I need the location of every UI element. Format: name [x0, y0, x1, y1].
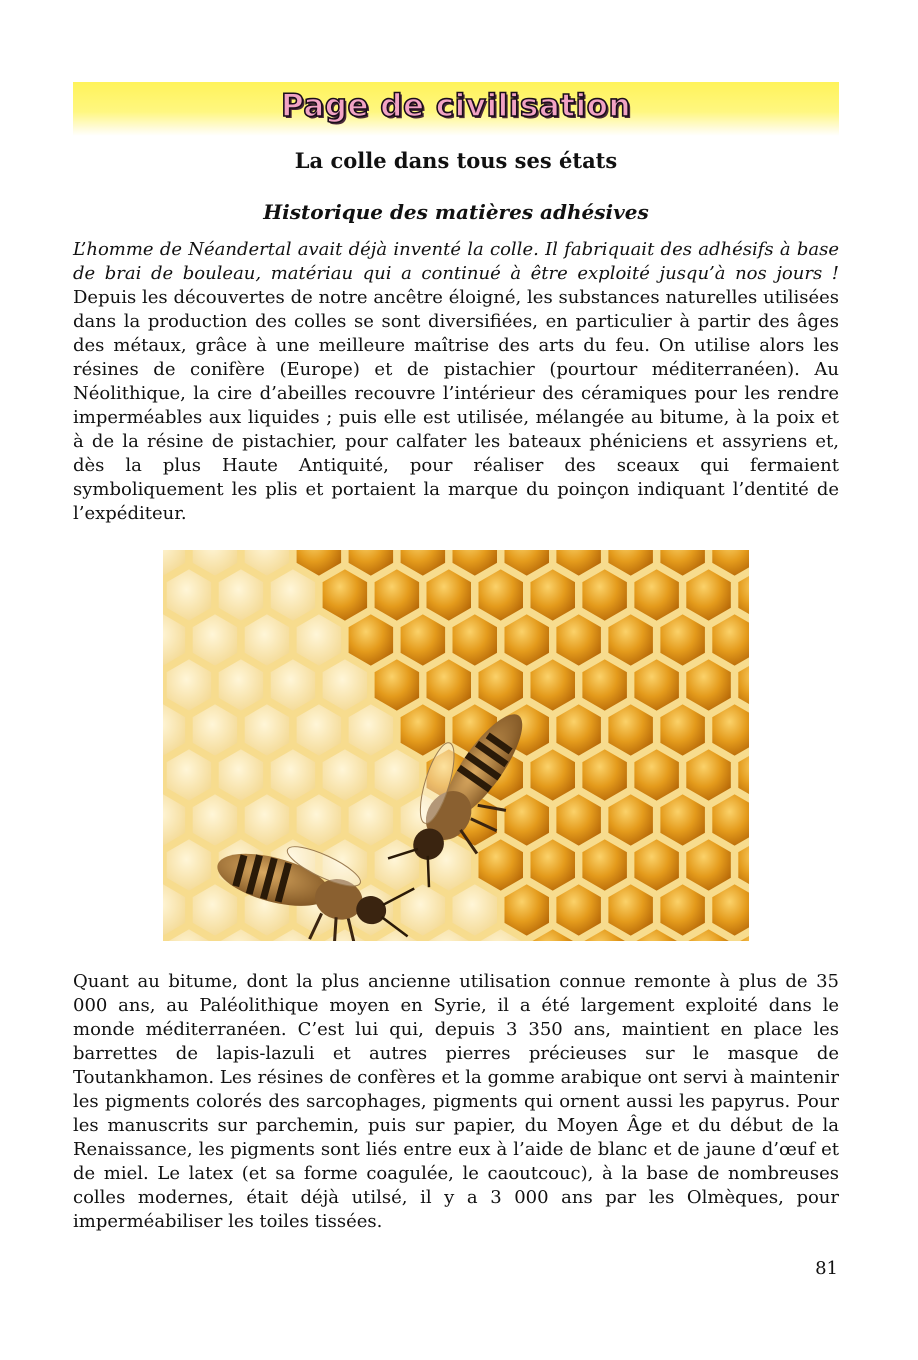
wax-cell — [451, 882, 500, 938]
honey-cell — [503, 792, 552, 848]
wax-cell — [295, 612, 344, 668]
wax-cell — [295, 702, 344, 758]
wax-cell — [269, 747, 318, 803]
wax-cell — [191, 702, 240, 758]
honey-cell — [580, 657, 629, 713]
honey-cell — [684, 567, 733, 623]
honey-cell — [580, 747, 629, 803]
honey-cell — [425, 567, 474, 623]
wax-cell — [399, 882, 448, 938]
intro-text: L’homme de Néandertal avait déjà inventé la colle. Il fabriquait des adhésifs à base de brai de bouleau, matériau qui a continué à être exploité jusqu’à nos jours ! — [73, 239, 839, 284]
honey-cell — [529, 837, 578, 893]
honey-cell — [477, 837, 526, 893]
body-paragraph-2: Quant au bitume, dont la plus ancienne utilisation connue remonte à plus de 35 000 ans, au Paléolithique moyen en Syrie, il a été largement exploité dans le monde méditerranéen. C’est lui qui, depuis 3 350 ans, maintient en place les barrettes de lapis-lazuli et autres pierres précieuses sur le masque de Toutankhamon. Les résines de confères et la gomme arabique ont servi à maintenir les pigments colorés des sarcophages, pigments qui ornent aussi les papyrus. Pour les manuscrits sur parchemin, puis sur papier, du Moyen Âge et du début de la Renaissance, les pigments sont liés entre eux à l’aide de blanc et de jaune d’œuf et de miel. Le latex (et sa forme coagulée, le caoutcouc), à la base de nombreuses colles modernes, était déjà utilsé, il y a 3 000 ans par les Olmèques, pour imperméabiliser les toiles tissées. — [73, 971, 839, 1232]
honey-cell — [658, 702, 707, 758]
section-subheadline: Historique des matières adhésives — [263, 200, 649, 224]
page-number: 81 — [815, 1258, 838, 1279]
honey-cell — [684, 747, 733, 803]
wax-cell — [295, 792, 344, 848]
honey-cell — [684, 657, 733, 713]
wax-cell — [191, 882, 240, 938]
wax-cell — [217, 657, 266, 713]
honey-cell — [503, 882, 552, 938]
honey-cell — [580, 837, 629, 893]
honey-cell — [451, 612, 500, 668]
honey-cell — [632, 837, 681, 893]
honeycomb-illustration — [163, 550, 749, 941]
wax-cell — [269, 657, 318, 713]
wax-cell — [321, 657, 370, 713]
wax-cell — [373, 747, 422, 803]
wax-cell — [165, 837, 214, 893]
wax-cell — [347, 702, 396, 758]
wax-cell — [165, 747, 214, 803]
honey-cell — [606, 882, 655, 938]
honey-cell — [373, 567, 422, 623]
honey-cell — [321, 567, 370, 623]
body-text-1: Depuis les découvertes de notre ancêtre éloigné, les substances naturelles utilisées dans la production des colles se sont diversifiées, en particulier à partir des âges des métaux, grâce à une meilleure maîtrise des arts du feu. On utilise alors les résines de conifère (Europe) et de pistachier (pourtour méditerranéen). Au Néolithique, la cire d’abeilles recouvre l’intérieur des céramiques pour les rendre imperméables aux liquides ; puis elle est utilisée, mélangée au bitume, à la poix et à de la résine de pistachier, pour calfater les bateaux phéniciens et assyriens et, dès la plus Haute Antiquité, pour réaliser des sceaux qui fermaient symboliquement les plis et portaient la marque du poinçon indiquant l’dentité de l’expéditeur. — [73, 287, 839, 524]
section-banner — [73, 82, 839, 136]
wax-cell — [243, 612, 292, 668]
honeycomb-bees-photo — [163, 550, 749, 941]
wax-cell — [217, 567, 266, 623]
wax-cell — [269, 567, 318, 623]
honey-cell — [658, 882, 707, 938]
article-headline: La colle dans tous ses états — [294, 148, 618, 173]
wax-cell — [217, 747, 266, 803]
honey-cell — [554, 612, 603, 668]
honey-cell — [347, 612, 396, 668]
wax-cell — [243, 792, 292, 848]
honey-cell — [580, 567, 629, 623]
honey-cell — [373, 657, 422, 713]
honey-cell — [658, 612, 707, 668]
honey-cell — [425, 657, 474, 713]
wax-cell — [165, 567, 214, 623]
wax-cell — [321, 747, 370, 803]
honey-cell — [606, 702, 655, 758]
honey-cell — [554, 882, 603, 938]
honey-cell — [606, 792, 655, 848]
honey-cell — [632, 567, 681, 623]
banner-title: Page de civilisation — [280, 88, 632, 124]
honey-cell — [399, 612, 448, 668]
honey-cell — [529, 657, 578, 713]
honey-cell — [658, 792, 707, 848]
wax-cell — [191, 792, 240, 848]
honey-cell — [606, 612, 655, 668]
body-paragraph-1 — [73, 238, 839, 526]
honey-cell — [503, 612, 552, 668]
honey-cell — [632, 747, 681, 803]
wax-cell — [347, 792, 396, 848]
honey-cell — [632, 657, 681, 713]
honey-cell — [684, 837, 733, 893]
honey-cell — [554, 792, 603, 848]
wax-cell — [191, 612, 240, 668]
honey-cell — [529, 567, 578, 623]
honey-cell — [477, 567, 526, 623]
honey-cell — [477, 657, 526, 713]
honey-cell — [554, 702, 603, 758]
wax-cell — [165, 657, 214, 713]
wax-cell — [243, 702, 292, 758]
honey-cell — [529, 747, 578, 803]
